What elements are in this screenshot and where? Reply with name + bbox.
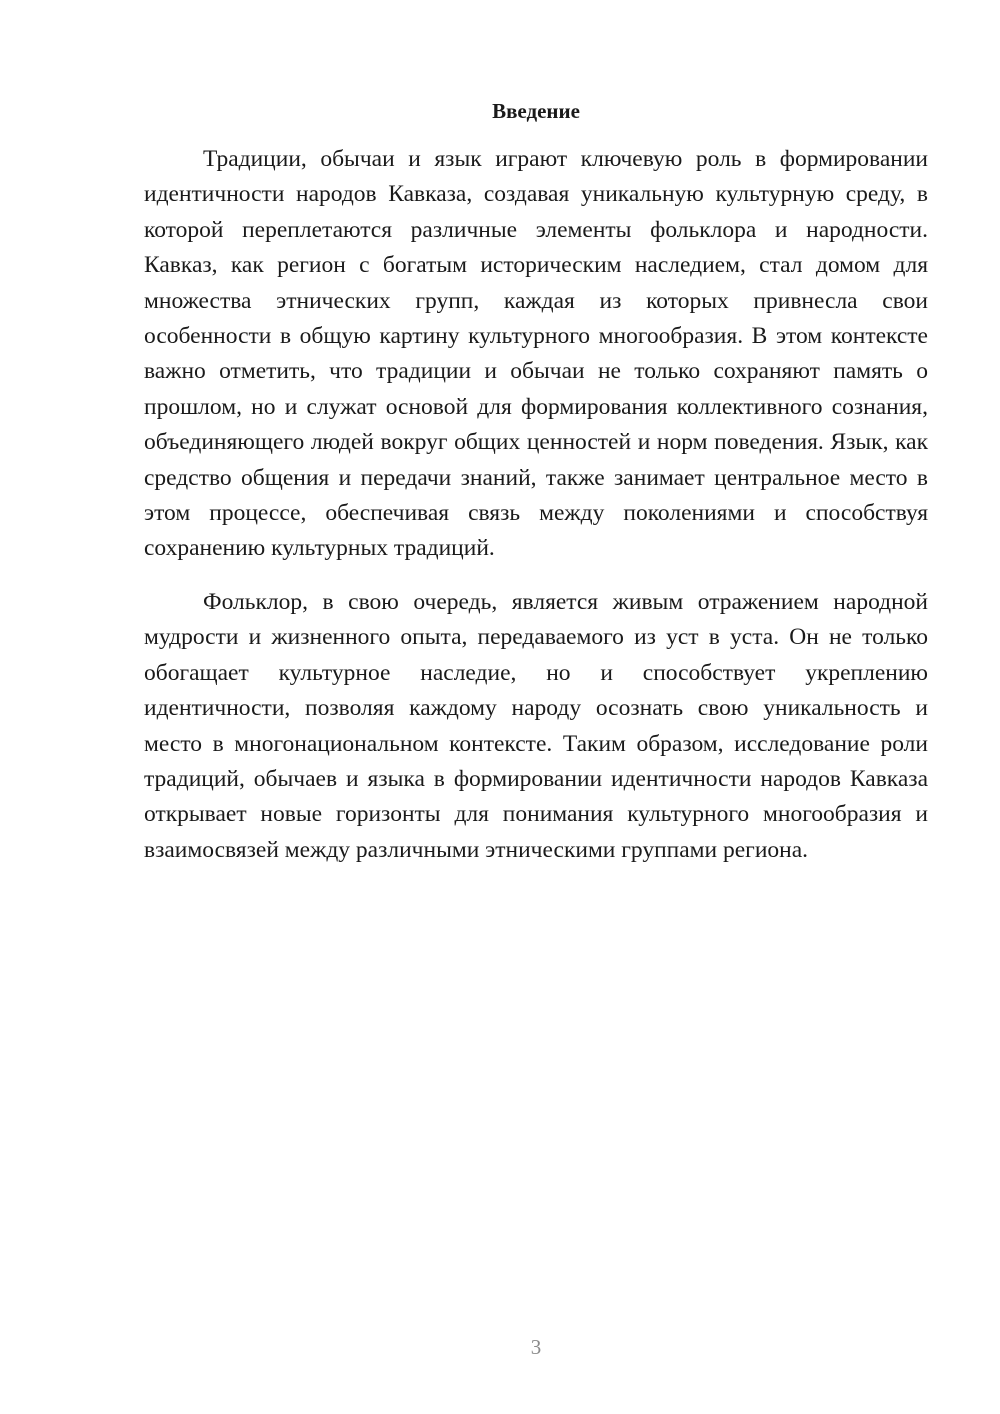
section-heading: Введение [492,99,580,123]
paragraph-1: Традиции, обычаи и язык играют ключевую роль в формировании идентичности народов Кавказа, создавая уникальную культурную среду, в которой переплетаются различные элементы фольклора и народности. Кавказ, как регион с богатым историческим наследием, стал домом для множества этнических групп, каждая из которых привнесла свои особенности в общую картину культурного многообразия. В этом контексте важно отметить, что традиции и обычаи не только сохраняют память о прошлом, но и служат основой для формирования коллективного сознания, объединяющего людей вокруг общих ценностей и норм поведения. Язык, как средство общения и передачи знаний, также занимает центральное место в этом процессе, обеспечивая связь между поколениями и способствуя сохранению культурных традиций. [144,146,928,562]
paragraph-2: Фольклор, в свою очередь, является живым отражением народной мудрости и жизненного опыта, передаваемого из уст в уста. Он не только обогащает культурное наследие, но и способствует укреплению идентичности, позволяя каждому народу осознать свою уникальность и место в многонациональном контексте. Таким образом, исследование роли традиций, обычаев и языка в формировании идентичности народов Кавказа открывает новые горизонты для понимания культурного многообразия и взаимосвязей между различными этническими группами региона. [144,589,928,863]
page-number: 3 [530,1335,542,1359]
